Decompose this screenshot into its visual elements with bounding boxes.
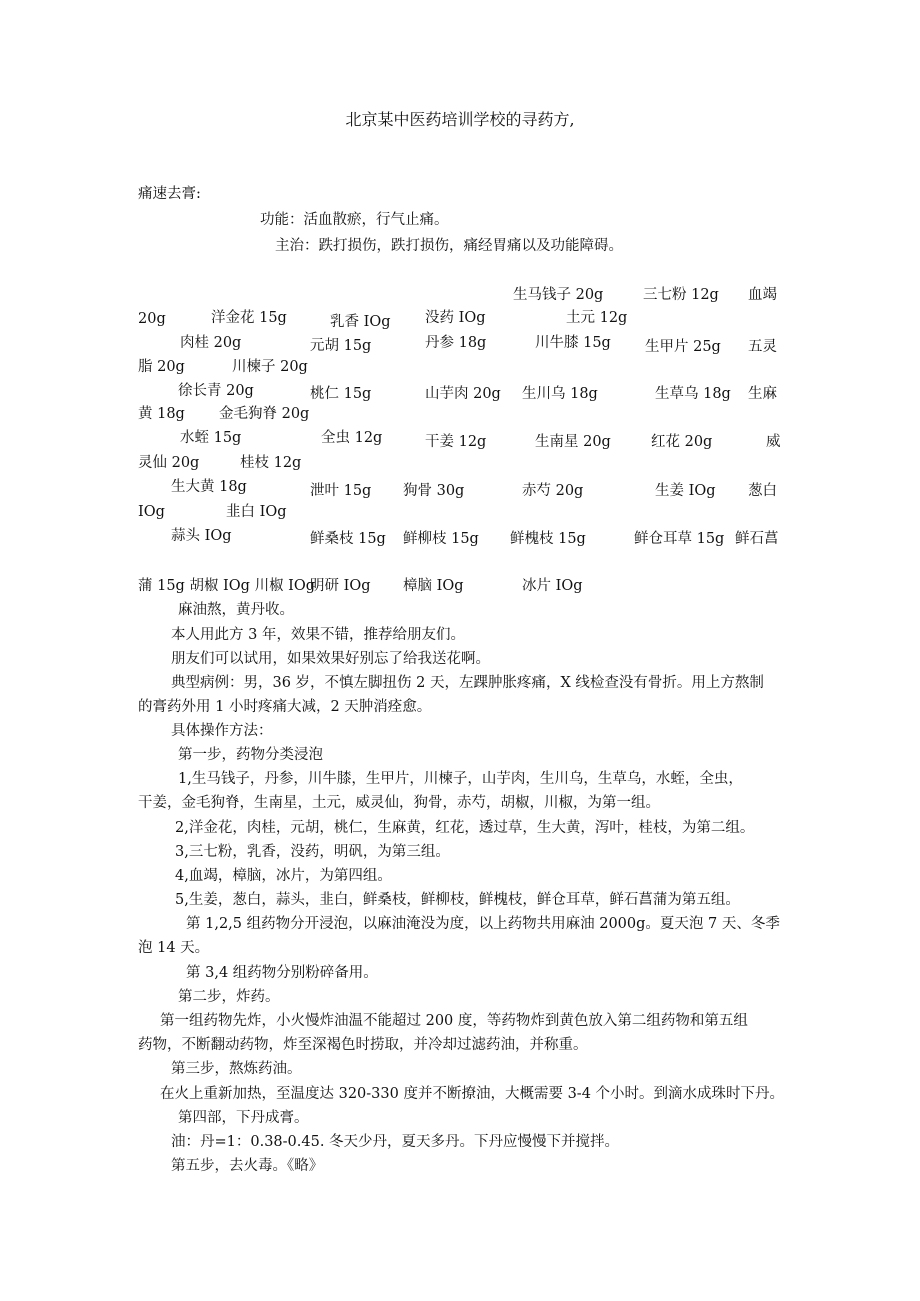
step-heading: 第三步，熬炼药油。 [171, 1061, 302, 1077]
document-title: 北京某中医药培训学校的寻药方, [345, 110, 575, 129]
text-line: 的膏药外用 1 小时疼痛大减，2 天肿消痊愈。 [138, 699, 432, 715]
herb-item: 川楝子 20g [232, 359, 308, 375]
herb-item: 生甲片 25g [645, 339, 721, 355]
herb-item: 韭白 IOg [226, 504, 287, 520]
herb-item: 川牛膝 15g [535, 335, 611, 351]
text-line: 油：丹=1：0.38-0.45. 冬天少丹，夏天多丹。下丹应慢慢下并搅拌。 [171, 1134, 620, 1150]
herb-item: 全虫 12g [321, 430, 383, 446]
herb-item: 狗骨 30g [403, 483, 465, 499]
step-heading: 第二步，炸药。 [178, 989, 280, 1005]
herb-item: 干姜 12g [425, 434, 487, 450]
herb-item: 鲜石菖 [735, 531, 779, 547]
text-line: 泡 14 天。 [138, 940, 210, 956]
herb-item: 冰片 IOg [522, 578, 583, 594]
text-line: 朋友们可以试用，如果效果好别忘了给我送花啊。 [171, 651, 490, 667]
text-line: 3,三七粉，乳香，没药，明矾，为第三组。 [175, 844, 450, 860]
text-line: 典型病例：男，36 岁，不慎左脚扭伤 2 天，左踝肿胀疼痛，X 线检查没有骨折。用上方熬制 [171, 675, 764, 691]
herb-item: 灵仙 20g [138, 455, 200, 471]
text-line: 麻油熬，黄丹收。 [178, 602, 294, 618]
herb-item: 肉桂 20g [180, 335, 242, 351]
text-line: 干姜，金毛狗脊，生南星，土元，威灵仙，狗骨，赤芍，胡椒，川椒，为第一组。 [138, 795, 660, 811]
herb-item: 20g [138, 311, 166, 327]
herb-item: 丹参 18g [425, 335, 487, 351]
herb-item: 桂枝 12g [240, 455, 302, 471]
text-line: 2,洋金花，肉桂，元胡，桃仁，生麻黄，红花，透过草，生大黄，泻叶，桂枝，为第二组。 [175, 820, 755, 836]
herb-item: 生草乌 18g [655, 386, 731, 402]
text-line: 第一组药物先炸，小火慢炸油温不能超过 200 度，等药物炸到黄色放入第二组药物和第五组 [160, 1013, 748, 1029]
herb-item: 蒲 15g 胡椒 IOg 川椒 IOg [138, 578, 316, 594]
herb-item: 生姜 IOg [655, 483, 716, 499]
text-line: 在火上重新加热，至温度达 320-330 度并不断撩油，大概需要 3-4 个小时。到滴水成珠时下丹。 [160, 1086, 785, 1102]
herb-item: 五灵 [748, 339, 777, 355]
step-heading: 第一步，药物分类浸泡 [178, 747, 323, 763]
herb-item: 鲜槐枝 15g [510, 531, 586, 547]
text-line: 第 1,2,5 组药物分开浸泡，以麻油淹没为度，以上药物共用麻油 2000g。夏天泡 7 天、冬季 [186, 916, 780, 932]
herb-item: 蒜头 IOg [171, 528, 232, 544]
text-line: 具体操作方法： [171, 723, 273, 739]
herb-item: 洋金花 15g [211, 310, 287, 326]
formula-name: 痛速去膏: [138, 186, 201, 202]
herb-item: 脂 20g [138, 359, 185, 375]
text-line: 4,血竭，樟脑，冰片，为第四组。 [175, 868, 392, 884]
indication-line: 主治：跌打损伤，跌打损伤，痛经胃痛以及功能障碍。 [275, 238, 623, 254]
herb-item: 生南星 20g [535, 434, 611, 450]
herb-item: 赤芍 20g [522, 483, 584, 499]
herb-item: 鲜仓耳草 15g [634, 531, 725, 547]
herb-item: 樟脑 IOg [403, 578, 464, 594]
function-line: 功能：活血散瘀，行气止痛。 [260, 212, 449, 228]
herb-item: 葱白 [748, 483, 777, 499]
herb-item: 威 [766, 434, 781, 450]
herb-item: 黄 18g [138, 406, 185, 422]
herb-item: 土元 12g [566, 310, 628, 326]
herb-item: 徐长青 20g [178, 383, 254, 399]
herb-item: 鲜柳枝 15g [403, 531, 479, 547]
herb-item: 明研 IOg [310, 578, 371, 594]
herb-item: 水蛭 15g [180, 430, 242, 446]
text-line: 5,生姜，葱白，蒜头，韭白，鲜桑枝，鲜柳枝，鲜槐枝，鲜仓耳草，鲜石菖蒲为第五组。 [175, 892, 740, 908]
herb-item: 红花 20g [651, 434, 713, 450]
herb-item: IOg [138, 504, 165, 520]
herb-item: 生大黄 18g [171, 479, 247, 495]
herb-item: 泄叶 15g [310, 483, 372, 499]
herb-item: 血竭 [748, 287, 777, 303]
herb-item: 鲜桑枝 15g [310, 531, 386, 547]
herb-item: 生马钱子 20g [513, 287, 604, 303]
herb-item: 三七粉 12g [643, 287, 719, 303]
herb-item: 生麻 [748, 386, 777, 402]
herb-item: 元胡 15g [310, 338, 372, 354]
text-line: 1,生马钱子，丹参，川牛膝，生甲片，川楝子，山芋肉，生川乌，生草乌，水蛭，全虫， [178, 771, 743, 787]
step-heading: 第五步，去火毒。《略》 [171, 1158, 324, 1174]
herb-item: 山芋肉 20g [425, 386, 501, 402]
herb-item: 桃仁 15g [310, 386, 372, 402]
text-line: 第 3,4 组药物分别粉碎备用。 [186, 965, 378, 981]
step-heading: 第四部，下丹成膏。 [178, 1110, 309, 1126]
herb-item: 金毛狗脊 20g [219, 406, 310, 422]
herb-item: 没药 IOg [425, 310, 486, 326]
text-line: 本人用此方 3 年，效果不错，推荐给朋友们。 [171, 627, 465, 643]
herb-item: 乳香 IOg [330, 314, 391, 330]
text-line: 药物，不断翻动药物，炸至深褐色时捞取，并冷却过滤药油，并称重。 [138, 1037, 588, 1053]
herb-item: 生川乌 18g [522, 386, 598, 402]
